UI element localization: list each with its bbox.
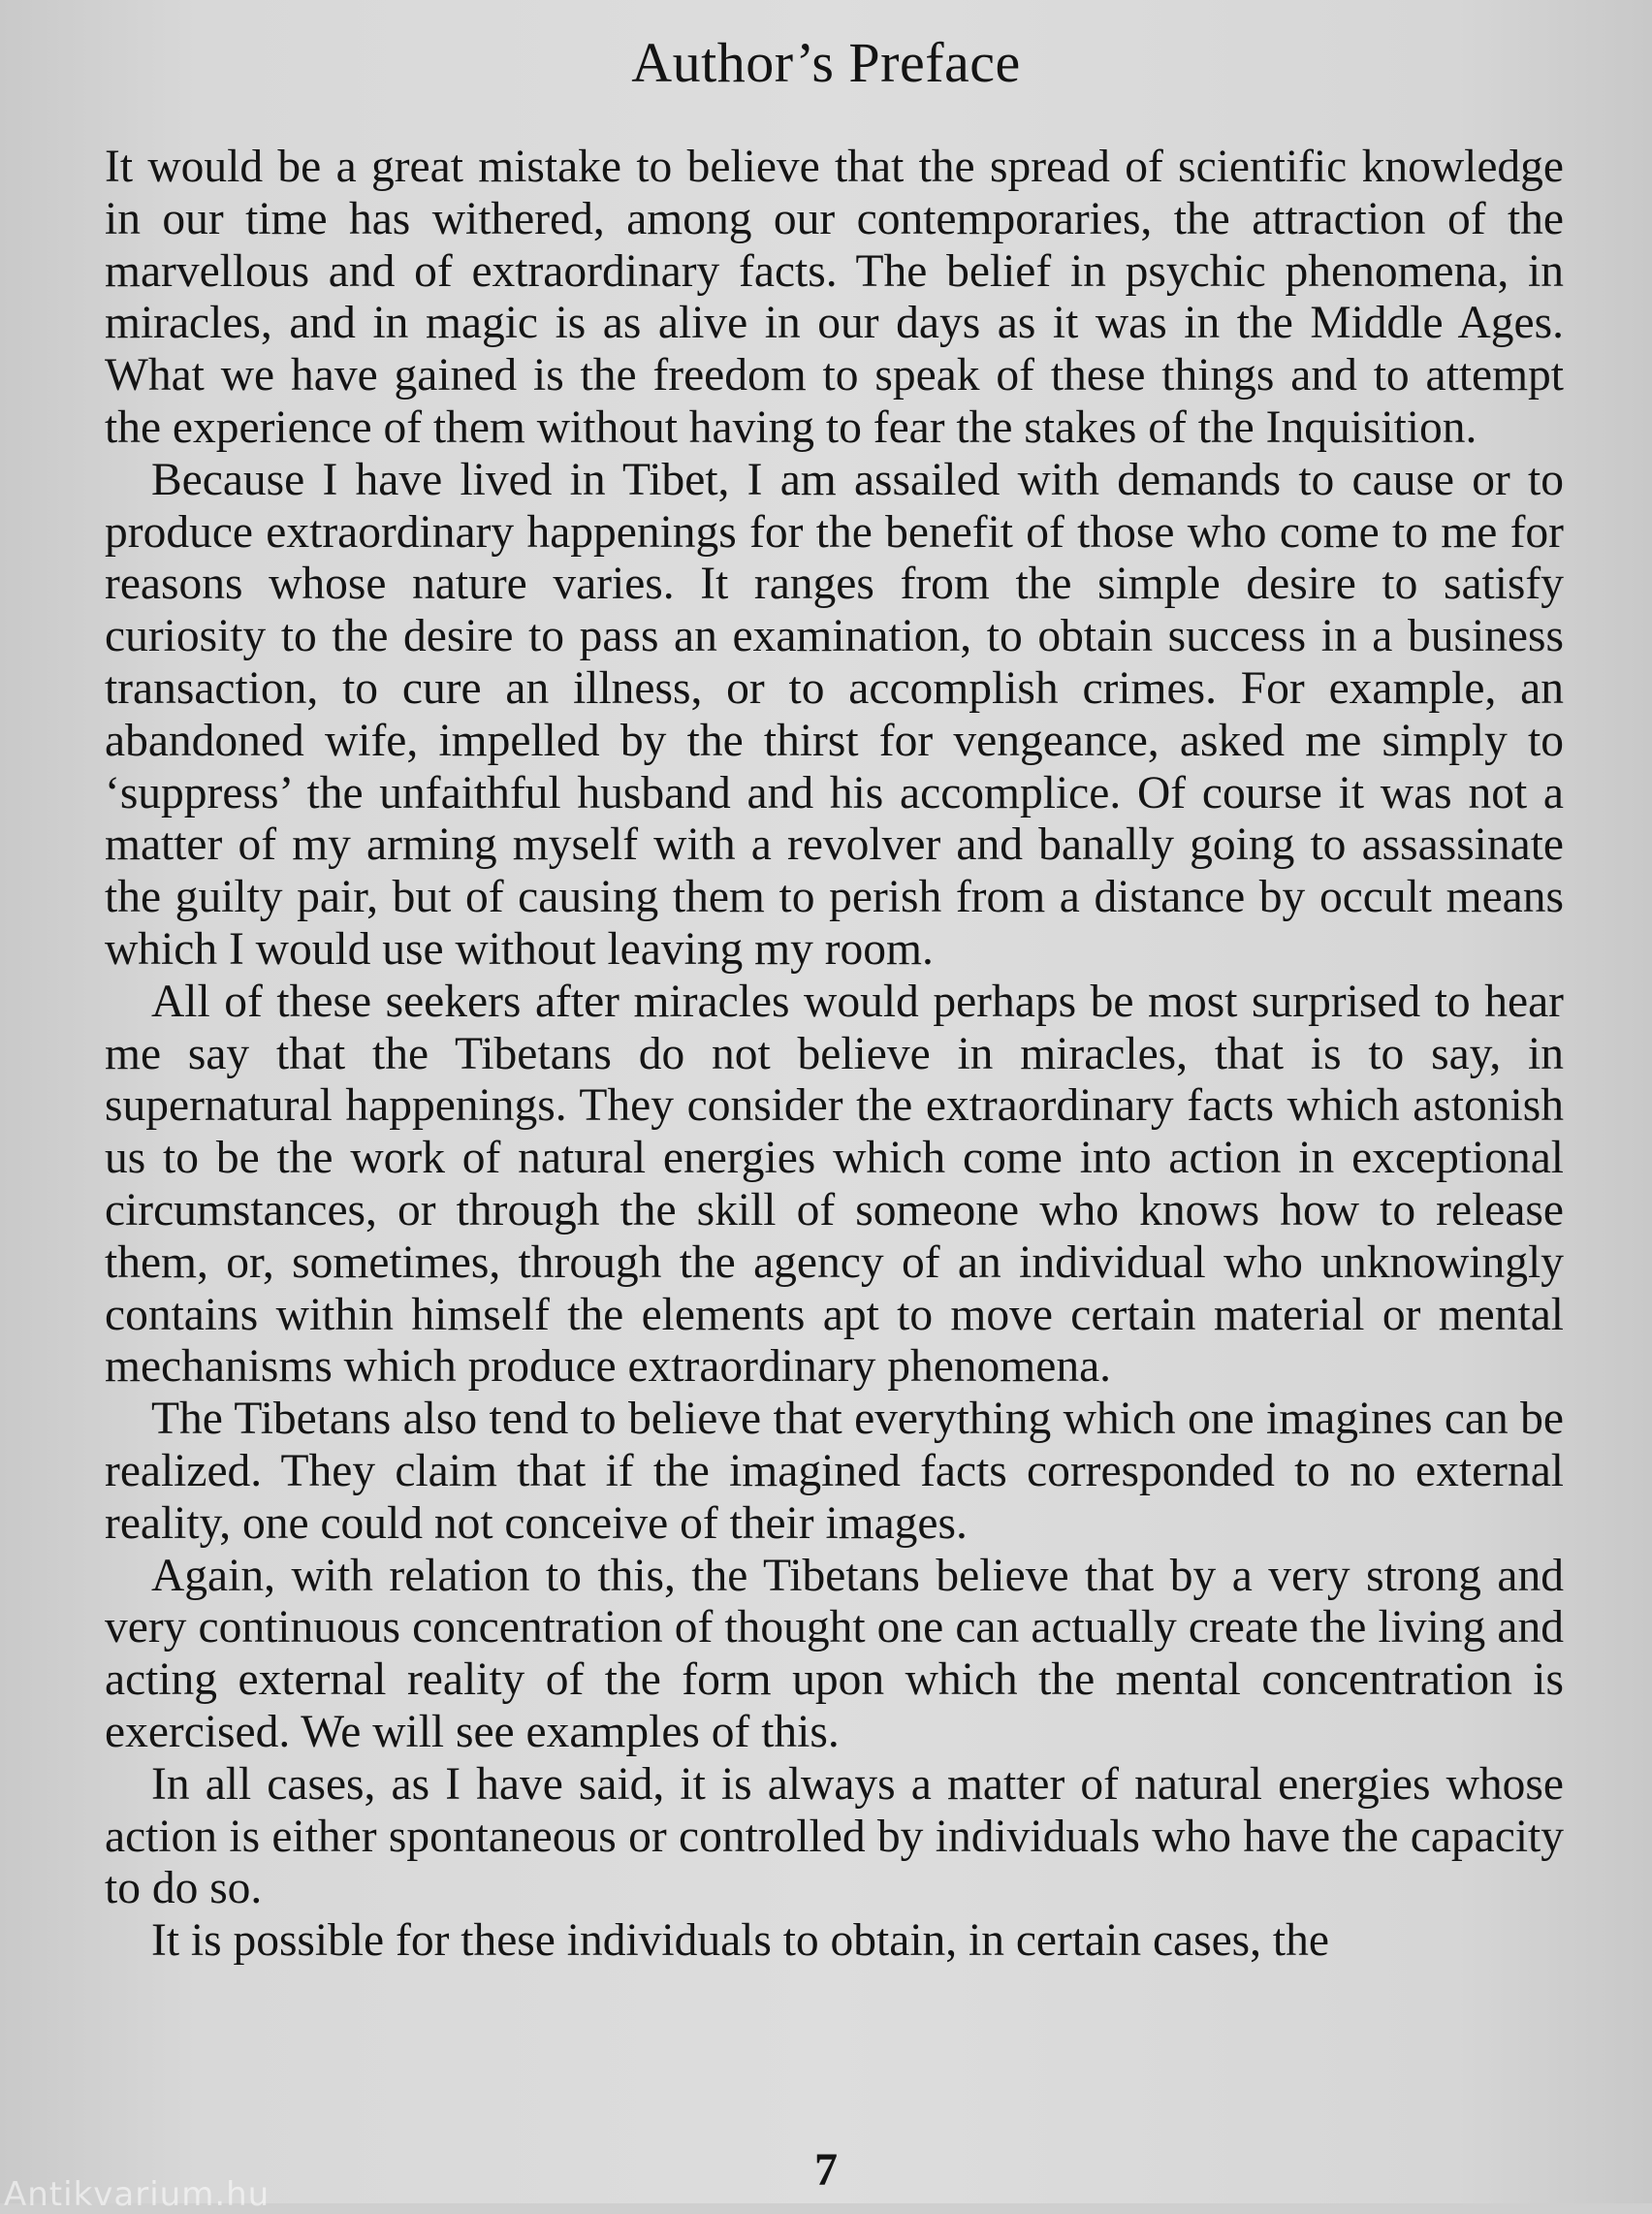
body-text	[105, 142, 1564, 1968]
paragraph-3: All of these seekers after miracles would perhaps be most surprised to hear me say that the Tibetans do not believe in miracles, that is to say, in supernatural happenings. They consider the extraordinary facts which astonish us to be the work of natural energies which come into action in exceptional circumstances, or through the skill of someone who knows how to release them, or, sometimes, through the agency of an individual who unknowingly contains within himself the elements apt to move certain material or mental mechanisms which produce extraordinary phenomena.	[105, 976, 1564, 1393]
paragraph-2: Because I have lived in Tibet, I am assailed with demands to cause or to produce extraordinary happenings for the benefit of those who come to me for reasons whose nature varies. It ranges from the simple desire to satisfy curiosity to the desire to pass an examination, to obtain success in a business transaction, to cure an illness, or to accomplish crimes. For example, an abandoned wife, impelled by the thirst for vengeance, asked me simply to ‘suppress’ the unfaithful husband and his accomplice. Of course it was not a matter of my arming myself with a revolver and banally going to assassinate the guilty pair, but of causing them to perish from a distance by occult means which I would use without leaving my room.	[105, 454, 1564, 975]
paragraph-7: It is possible for these individuals to obtain, in certain cases, the	[151, 1915, 1329, 1967]
watermark: Antikvarium.hu	[4, 2175, 270, 2214]
paragraph-5: Again, with relation to this, the Tibetans believe that by a very strong and very continuous concentration of thought one can actually create the living and acting external reality of the form upon which the mental concentration is exercised. We will see examples of this.	[105, 1550, 1564, 1757]
page-title: Author’s Preface	[631, 31, 1021, 94]
paragraph-1: It would be a great mistake to believe that the spread of scientific knowledge in our time has withered, among our contemporaries, the attraction of the marvellous and of extraordinary facts. The belief in psychic phenomena, in miracles, and in magic is as alive in our days as it was in the Middle Ages. What we have gained is the freedom to speak of these things and to attempt the experience of them without having to fear the stakes of the Inquisition.	[105, 142, 1564, 453]
page-number: 7	[814, 2144, 838, 2196]
paragraph-4: The Tibetans also tend to believe that everything which one imagines can be realized. They claim that if the imagined facts corresponded to no external reality, one could not conceive of their images.	[105, 1394, 1564, 1549]
paragraph-6: In all cases, as I have said, it is always a matter of natural energies whose action is either spontaneous or controlled by individuals who have the capacity to do so.	[105, 1758, 1564, 1914]
